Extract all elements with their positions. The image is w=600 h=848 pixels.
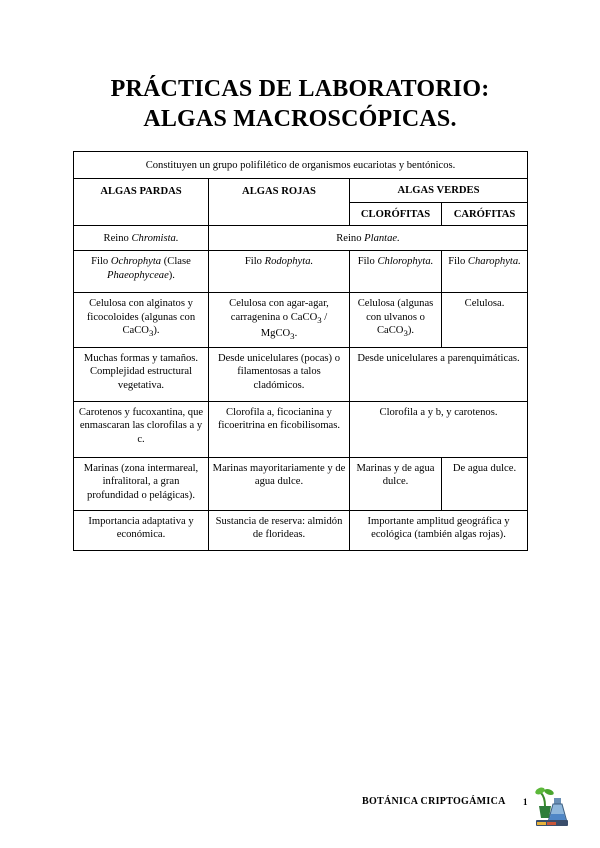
- title-line-1: PRÁCTICAS DE LABORATORIO:: [110, 76, 490, 102]
- intro-cell: Constituyen un grupo polifilético de organismos eucariotas y bentónicos.: [74, 152, 528, 179]
- pared-text-end: ).: [153, 325, 160, 336]
- subscript: 3: [148, 328, 154, 339]
- otros-rojas: Sustancia de reserva: almidón de florideas.: [209, 510, 350, 550]
- pigmentos-pardas: Carotenos y fucoxantina, que enmascaran las clorofilas a y c.: [74, 401, 209, 457]
- header-algas-rojas: ALGAS ROJAS: [209, 179, 350, 226]
- header-algas-verdes: ALGAS VERDES: [350, 179, 528, 203]
- habitat-carofitas: De agua dulce.: [442, 457, 528, 510]
- pared-text: Celulosa con agar-agar, carragenina o CaCO: [229, 298, 329, 323]
- pigmentos-verdes: Clorofila a y b, y carotenos.: [350, 401, 528, 457]
- pared-text-end: .: [294, 328, 298, 340]
- filo-name: Charophyta.: [467, 256, 521, 267]
- table-row: [74, 401, 528, 457]
- subscript: 3: [317, 314, 322, 325]
- table-row: [74, 251, 528, 293]
- otros-pardas: Importancia adaptativa y económica.: [74, 510, 209, 550]
- filo-carofitas: [442, 251, 528, 293]
- table-row: [74, 152, 528, 179]
- table-row: [74, 179, 528, 203]
- reino-pardas: [74, 226, 209, 251]
- clase-name: Phaeophyceae: [107, 269, 169, 281]
- filo-name: Rodophyta.: [264, 256, 314, 267]
- footer-course-title: BOTÁNICA CRIPTOGÁMICA: [362, 796, 506, 807]
- filo-name: Chlorophyta.: [377, 256, 434, 267]
- reino-label: Reino: [336, 232, 365, 244]
- habitat-pardas: Marinas (zona intermareal, infralitoral, a gran profundidad o pelágicas).: [74, 457, 209, 510]
- filo-pardas: [74, 251, 209, 293]
- forma-verdes: Desde unicelulares a parenquimáticas.: [350, 347, 528, 401]
- pared-text-end: ).: [407, 325, 415, 336]
- page-title: [0, 74, 600, 134]
- filo-label: Filo: [91, 256, 111, 267]
- table-row: [74, 226, 528, 251]
- pigmentos-rojas: Clorofila a, ficocianina y ficoeritrina en ficobilisomas.: [209, 401, 350, 457]
- clase-open: (Clase: [161, 256, 191, 267]
- plant-lab-icon: [535, 784, 569, 833]
- subscript: 3: [290, 331, 295, 342]
- habitat-rojas: Marinas mayoritariamente y de agua dulce.: [209, 457, 350, 510]
- filo-label: Filo: [448, 256, 468, 267]
- table-row: [74, 347, 528, 401]
- header-clorofitas: CLORÓFITAS: [350, 203, 442, 226]
- pared-clorofitas: [350, 293, 442, 348]
- clase-close: ).: [168, 269, 175, 281]
- filo-name: Ochrophyta: [110, 256, 162, 267]
- header-carofitas: CARÓFITAS: [442, 203, 528, 226]
- forma-pardas: Muchas formas y tamaños. Complejidad estructural vegetativa.: [74, 347, 209, 401]
- filo-label: Filo: [244, 256, 265, 267]
- pared-rojas: [209, 293, 350, 348]
- habitat-clorofitas: Marinas y de agua dulce.: [350, 457, 442, 510]
- pared-pardas: [74, 293, 209, 348]
- table-row: [74, 510, 528, 550]
- table-row: [74, 457, 528, 510]
- title-line-2: ALGAS MACROSCÓPICAS.: [143, 106, 457, 132]
- filo-clorofitas: [350, 251, 442, 293]
- table-row: [74, 293, 528, 348]
- reino-label: Reino: [103, 232, 132, 244]
- pared-text: Celulosa (algunas con ulvanos o CaCO: [357, 298, 434, 336]
- page-number: 1: [523, 797, 528, 807]
- reino-name: Plantae.: [364, 232, 400, 244]
- header-algas-pardas: ALGAS PARDAS: [74, 179, 209, 226]
- algae-comparison-table: [73, 151, 528, 551]
- pared-text-mid: / MgCO: [260, 311, 328, 340]
- pared-text: Celulosa con alginatos y ficocoloides (algunas con CaCO: [86, 298, 196, 336]
- filo-label: Filo: [357, 256, 378, 267]
- pared-carofitas: Celulosa.: [442, 293, 528, 348]
- subscript: 3: [403, 328, 408, 339]
- reino-plantae: [209, 226, 528, 251]
- forma-rojas: Desde unicelulares (pocas) o filamentosas a talos cladómicos.: [209, 347, 350, 401]
- reino-name: Chromista.: [131, 232, 179, 244]
- otros-verdes: Importante amplitud geográfica y ecológica (también algas rojas).: [350, 510, 528, 550]
- filo-rojas: [209, 251, 350, 293]
